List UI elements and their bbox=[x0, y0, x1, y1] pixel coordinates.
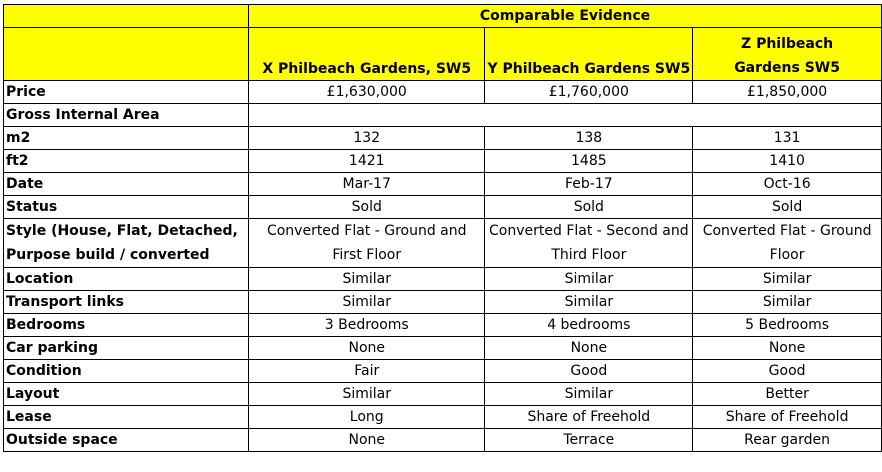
cell-value: Terrace bbox=[485, 429, 693, 452]
header-blank-cell bbox=[4, 28, 249, 81]
column-header-z: Z Philbeach Gardens SW5 bbox=[693, 28, 882, 81]
cell-value: 4 bedrooms bbox=[485, 314, 693, 337]
row-label: Price bbox=[4, 81, 249, 104]
row-label: Status bbox=[4, 196, 249, 219]
table-row bbox=[4, 291, 882, 314]
cell-value: Similar bbox=[249, 383, 485, 406]
table-title: Comparable Evidence bbox=[249, 5, 882, 28]
row-label: Condition bbox=[4, 360, 249, 383]
cell-value: Similar bbox=[485, 383, 693, 406]
title-row bbox=[4, 5, 882, 28]
cell-value: 132 bbox=[249, 127, 485, 150]
table-row bbox=[4, 360, 882, 383]
table-row bbox=[4, 173, 882, 196]
table-row bbox=[4, 150, 882, 173]
column-header-row bbox=[4, 28, 882, 81]
cell-value: £1,760,000 bbox=[485, 81, 693, 104]
cell-value: 138 bbox=[485, 127, 693, 150]
cell-value: Oct-16 bbox=[693, 173, 882, 196]
cell-value: Similar bbox=[249, 291, 485, 314]
comparable-evidence-table bbox=[3, 4, 882, 452]
table-row bbox=[4, 127, 882, 150]
column-header-x: X Philbeach Gardens, SW5 bbox=[249, 28, 485, 81]
cell-value: Converted Flat - Second and Third Floor bbox=[485, 219, 693, 268]
cell-value: None bbox=[485, 337, 693, 360]
cell-value: 1410 bbox=[693, 150, 882, 173]
row-label: Car parking bbox=[4, 337, 249, 360]
row-label: Lease bbox=[4, 406, 249, 429]
cell-value: 131 bbox=[693, 127, 882, 150]
table-row bbox=[4, 383, 882, 406]
row-label: Location bbox=[4, 268, 249, 291]
row-label: m2 bbox=[4, 127, 249, 150]
row-label: Date bbox=[4, 173, 249, 196]
cell-value: Share of Freehold bbox=[485, 406, 693, 429]
cell-value: Share of Freehold bbox=[693, 406, 882, 429]
table-row bbox=[4, 81, 882, 104]
cell-value: £1,850,000 bbox=[693, 81, 882, 104]
cell-value: Long bbox=[249, 406, 485, 429]
cell-value: Similar bbox=[693, 291, 882, 314]
table-row bbox=[4, 268, 882, 291]
cell-value: Similar bbox=[485, 291, 693, 314]
table-row bbox=[4, 429, 882, 452]
row-label: Outside space bbox=[4, 429, 249, 452]
table-row bbox=[4, 406, 882, 429]
cell-value: Similar bbox=[249, 268, 485, 291]
table-row bbox=[4, 314, 882, 337]
row-label: Layout bbox=[4, 383, 249, 406]
cell-value: Mar-17 bbox=[249, 173, 485, 196]
cell-value bbox=[249, 104, 882, 127]
cell-value: None bbox=[249, 429, 485, 452]
cell-value: 5 Bedrooms bbox=[693, 314, 882, 337]
cell-value: Similar bbox=[693, 268, 882, 291]
cell-value: Converted Flat - Ground Floor bbox=[693, 219, 882, 268]
table-row bbox=[4, 219, 882, 268]
cell-value: Rear garden bbox=[693, 429, 882, 452]
cell-value: None bbox=[249, 337, 485, 360]
table-row bbox=[4, 196, 882, 219]
row-label: Transport links bbox=[4, 291, 249, 314]
cell-value: Sold bbox=[249, 196, 485, 219]
column-header-y: Y Philbeach Gardens SW5 bbox=[485, 28, 693, 81]
header-blank-cell bbox=[4, 5, 249, 28]
cell-value: Converted Flat - Ground and First Floor bbox=[249, 219, 485, 268]
table-row bbox=[4, 104, 882, 127]
cell-value: 1485 bbox=[485, 150, 693, 173]
cell-value: Similar bbox=[485, 268, 693, 291]
cell-value: Sold bbox=[485, 196, 693, 219]
cell-value: Good bbox=[485, 360, 693, 383]
cell-value: Better bbox=[693, 383, 882, 406]
cell-value: 3 Bedrooms bbox=[249, 314, 485, 337]
cell-value: Sold bbox=[693, 196, 882, 219]
table-row bbox=[4, 337, 882, 360]
cell-value: £1,630,000 bbox=[249, 81, 485, 104]
cell-value: Good bbox=[693, 360, 882, 383]
cell-value: 1421 bbox=[249, 150, 485, 173]
row-label: ft2 bbox=[4, 150, 249, 173]
cell-value: Feb-17 bbox=[485, 173, 693, 196]
cell-value: Fair bbox=[249, 360, 485, 383]
row-label: Style (House, Flat, Detached, Purpose build / converted bbox=[4, 219, 249, 268]
cell-value: None bbox=[693, 337, 882, 360]
row-label: Bedrooms bbox=[4, 314, 249, 337]
row-label: Gross Internal Area bbox=[4, 104, 249, 127]
